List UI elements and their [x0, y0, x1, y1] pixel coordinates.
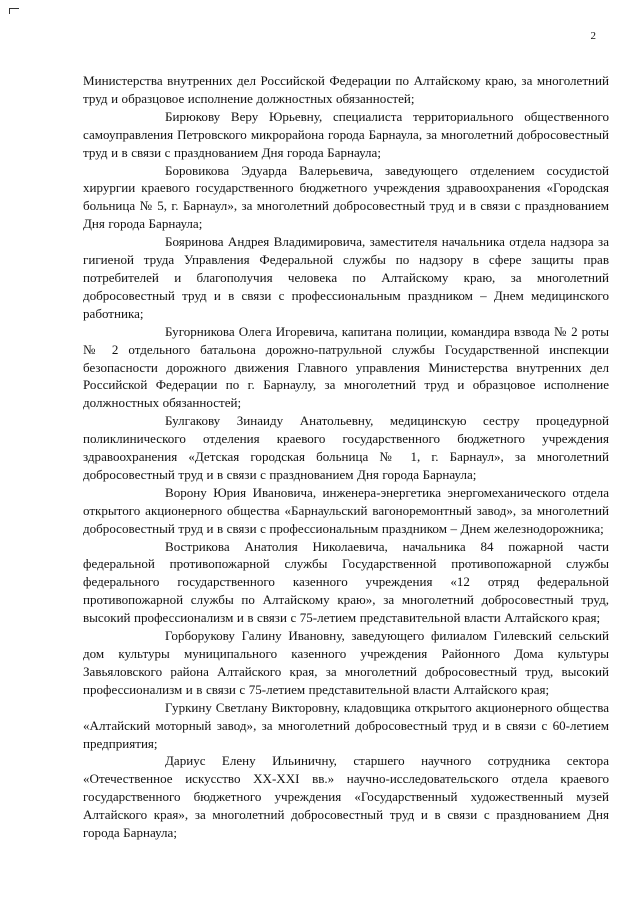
- paragraph: Булгакову Зинаиду Анатольевну, медицинскую сестру процедурной поликлинического отделения краевого государственного бюджетного учреждения здравоохранения «Детская городская больница № 1, г. Барнаул», за многолетний добросовестный труд и в связи с празднованием Дня города Барнаула;: [83, 413, 609, 482]
- scan-corner-mark: [9, 8, 19, 14]
- page-number: 2: [590, 30, 596, 42]
- paragraph: Бояринова Андрея Владимировича, заместителя начальника отдела надзора за гигиеной труда Управления Федеральной службы по надзору в сфере защиты прав потребителей и благополучия человека по Алтайскому краю, за многолетний добросовестный труд и в связи с профессиональным праздником – Днем медицинского работника;: [83, 234, 609, 321]
- paragraph: Ворону Юрия Ивановича, инженера-энергетика энергомеханического отдела открытого акционерного общества «Барнаульский вагоноремонтный завод», за многолетний добросовестный труд и в связи с профессиональным праздником – Днем железнодорожника;: [83, 484, 609, 536]
- paragraph: Дариус Елену Ильиничну, старшего научного сотрудника сектора «Отечественное искусство XX-XXI вв.» научно-исследовательского отдела краевого государственного бюджетного учреждения «Государственный художественный музей Алтайского края», за многолетний добросовестный труд и в связи с празднованием Дня города Барнаула;: [83, 753, 609, 841]
- paragraph: Гуркину Светлану Викторовну, кладовщика открытого акционерного общества «Алтайский моторный завод», за многолетний добросовестный труд и в связи с 60-летием предприятия;: [83, 699, 609, 751]
- paragraph: Бирюкову Веру Юрьевну, специалиста территориального общественного самоуправления Петровского микрорайона города Барнаула, за многолетний добросовестный труд и в связи с празднованием Дня города Барнаула;: [83, 108, 609, 160]
- paragraph: Бугорникова Олега Игоревича, капитана полиции, командира взвода № 2 роты № 2 отдельного батальона дорожно-патрульной службы Государственной инспекции безопасности дорожного движения Главного управления Министерства внутренних дел Российской Федерации по г. Барнаулу, за многолетний труд и образцовое исполнение должностных обязанностей;: [83, 323, 609, 411]
- paragraph: Горборукову Галину Ивановну, заведующего филиалом Гилевский сельский дом культуры муниципального казенного учреждения Районного Дома культуры Завьяловского района Алтайского края, за многолетний добросовестный труд, высокий профессионализм и в связи с 75-летием представительной власти Алтайского края;: [83, 628, 609, 697]
- document-body: [83, 72, 609, 842]
- paragraph: Вострикова Анатолия Николаевича, начальника 84 пожарной части федеральной противопожарной службы Государственной противопожарной службы федерального государственного казенного учреждения «12 отряд федеральной противопожарной службы по Алтайскому краю», за многолетний добросовестный труд, высокий профессионализм и в связи с 75-летием представительной власти Алтайского края;: [83, 538, 609, 626]
- paragraph: Боровикова Эдуарда Валерьевича, заведующего отделением сосудистой хирургии краевого государственного бюджетного учреждения здравоохранения «Городская больница № 5, г. Барнаул», за многолетний добросовестный труд и в связи с празднованием Дня города Барнаула;: [83, 162, 609, 232]
- paragraph: Министерства внутренних дел Российской Федерации по Алтайскому краю, за многолетний труд и образцовое исполнение должностных обязанностей;: [83, 73, 609, 106]
